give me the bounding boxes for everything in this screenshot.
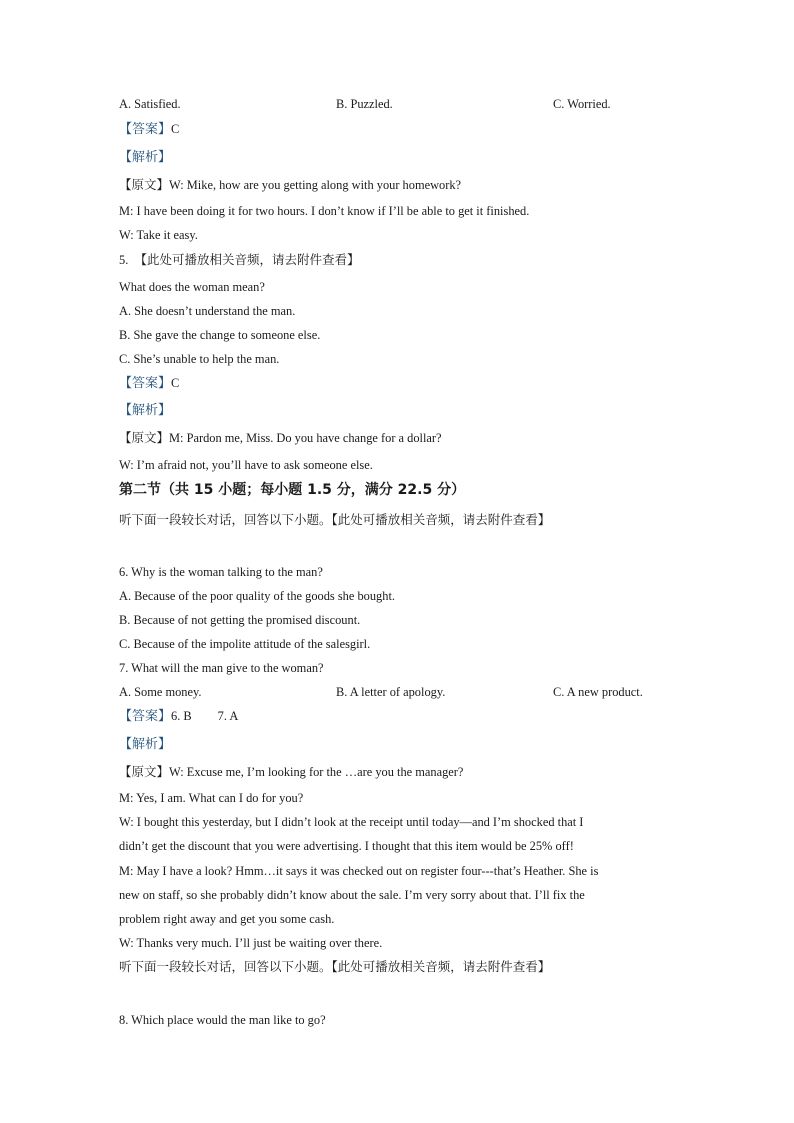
answer-tag: 【答案】 xyxy=(119,122,172,137)
q5-transcript-line xyxy=(119,430,442,446)
q67-transcript-line: problem right away and get you some cash. xyxy=(119,912,335,926)
analysis-tag: 【解析】 xyxy=(119,737,172,752)
q4-answer xyxy=(119,121,179,138)
q4-option-b: B. Puzzled. xyxy=(336,97,393,111)
answer-tag: 【答案】 xyxy=(119,376,172,391)
section-heading: 第二节（共 15 小题；每小题 1.5 分，满分 22.5 分） xyxy=(119,482,466,498)
audio-note: 【此处可播放相关音频，请去附件查看】 xyxy=(134,252,360,267)
q67-analysis xyxy=(119,736,171,753)
q7-option-a: A. Some money. xyxy=(119,685,202,699)
q4-transcript-line xyxy=(119,177,461,193)
transcript-tag: 【原文】 xyxy=(119,430,170,445)
answer-tag: 【答案】 xyxy=(119,709,172,724)
answer-value: C xyxy=(171,376,180,390)
q67-transcript-line: W: Thanks very much. I’ll just be waiting over there. xyxy=(119,936,383,950)
answer-7: 7. A xyxy=(217,709,239,723)
answer-value: C xyxy=(171,122,180,136)
q5-option-c: C. She’s unable to help the man. xyxy=(119,352,280,366)
q67-answer xyxy=(119,708,238,725)
q6-option-b: B. Because of not getting the promised discount. xyxy=(119,613,361,627)
q67-transcript-line xyxy=(119,764,463,780)
transcript-tag: 【原文】 xyxy=(119,177,170,192)
q7-question: 7. What will the man give to the woman? xyxy=(119,661,324,675)
q4-option-a: A. Satisfied. xyxy=(119,97,181,111)
q5-analysis xyxy=(119,402,171,419)
analysis-tag: 【解析】 xyxy=(119,150,172,165)
q6-question: 6. Why is the woman talking to the man? xyxy=(119,565,323,579)
q5-header xyxy=(119,252,360,268)
transcript-text: W: Mike, how are you getting along with your homework? xyxy=(169,178,462,192)
q8-question: 8. Which place would the man like to go? xyxy=(119,1013,326,1027)
analysis-tag: 【解析】 xyxy=(119,403,172,418)
q67-transcript-line: M: Yes, I am. What can I do for you? xyxy=(119,791,304,805)
section-instruction: 听下面一段较长对话，回答以下小题。【此处可播放相关音频，请去附件查看】 xyxy=(119,512,551,527)
transcript-text: W: Excuse me, I’m looking for the …are you the manager? xyxy=(169,765,464,779)
q67-transcript-line: new on staff, so she probably didn’t know about the sale. I’m very sorry about that. I’ll fix the xyxy=(119,888,585,902)
q67-transcript-line: M: May I have a look? Hmm…it says it was checked out on register four---that’s Heather. She is xyxy=(119,864,599,878)
section-instruction: 听下面一段较长对话，回答以下小题。【此处可播放相关音频，请去附件查看】 xyxy=(119,959,551,974)
transcript-tag: 【原文】 xyxy=(119,764,170,779)
q7-option-b: B. A letter of apology. xyxy=(336,685,446,699)
q5-question: What does the woman mean? xyxy=(119,280,265,294)
q5-number: 5. xyxy=(119,253,129,267)
answer-6: 6. B xyxy=(171,709,192,723)
q67-transcript-line: W: I bought this yesterday, but I didn’t look at the receipt until today—and I’m shocked that I xyxy=(119,815,584,829)
q4-transcript-line: W: Take it easy. xyxy=(119,228,198,242)
q4-option-c: C. Worried. xyxy=(553,97,611,111)
q5-option-a: A. She doesn’t understand the man. xyxy=(119,304,296,318)
q5-transcript-line: W: I’m afraid not, you’ll have to ask someone else. xyxy=(119,458,373,472)
q6-option-a: A. Because of the poor quality of the goods she bought. xyxy=(119,589,395,603)
q6-option-c: C. Because of the impolite attitude of the salesgirl. xyxy=(119,637,371,651)
transcript-text: M: Pardon me, Miss. Do you have change for a dollar? xyxy=(169,431,442,445)
q5-answer xyxy=(119,375,179,392)
q67-transcript-line: didn’t get the discount that you were advertising. I thought that this item would be 25% off! xyxy=(119,839,574,853)
q7-option-c: C. A new product. xyxy=(553,685,643,699)
q4-transcript-line: M: I have been doing it for two hours. I don’t know if I’ll be able to get it finished. xyxy=(119,204,530,218)
q4-analysis xyxy=(119,149,171,166)
q5-option-b: B. She gave the change to someone else. xyxy=(119,328,321,342)
